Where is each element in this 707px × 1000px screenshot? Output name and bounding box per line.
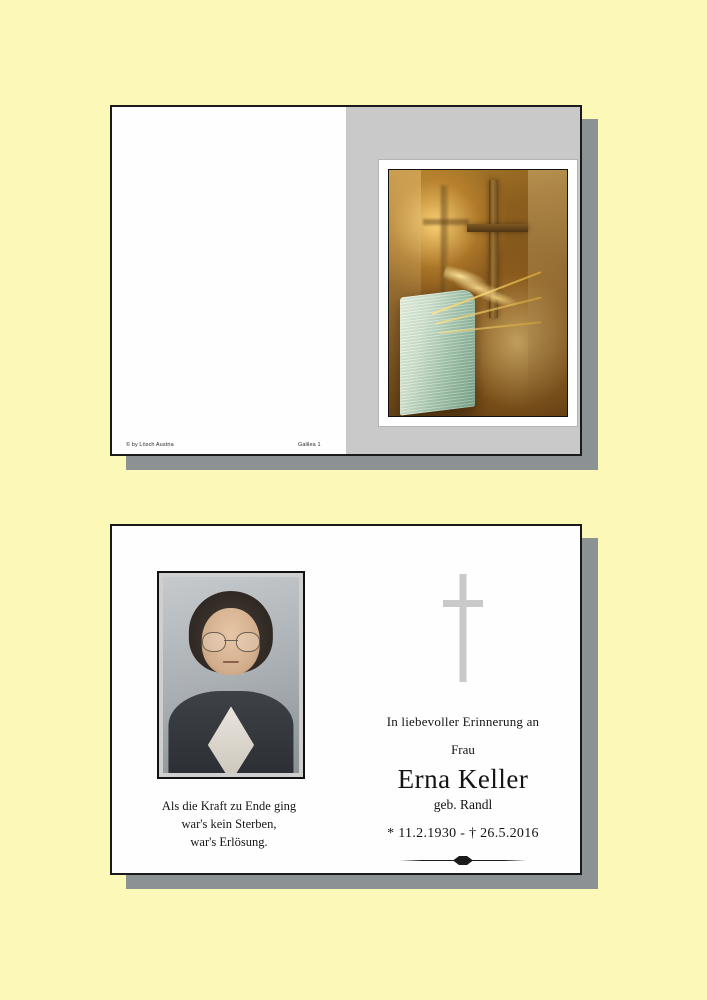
cross-and-wheat-photo [388, 169, 568, 417]
wooden-cross-bar [467, 224, 528, 232]
publisher-credit: © by Lösch Austria [126, 442, 174, 448]
glasses-bridge-icon [224, 640, 238, 641]
verse-line-2: war's kein Sterben, [181, 816, 277, 831]
deceased-maiden-name: geb. Randl [433, 797, 493, 812]
inner-left-page [112, 526, 346, 873]
latin-cross-icon [439, 574, 487, 682]
deceased-name: Erna Keller [397, 764, 529, 794]
inner-right-page [346, 526, 580, 873]
birth-death-dates: * 11.2.1930 - † 26.5.2016 [387, 826, 539, 841]
inner-card [110, 524, 582, 875]
cover-photo-frame [378, 159, 578, 427]
decorative-divider [399, 856, 527, 865]
cover-left-page [112, 107, 346, 454]
portrait-frame [157, 571, 305, 779]
verse-line-1: Als die Kraft zu Ende ging [161, 799, 297, 813]
memorial-intro-line: In liebevoller Erinnerung an [386, 714, 540, 729]
verse-line-3: war's Erlösung. [190, 834, 268, 849]
cover-right-page [346, 107, 580, 454]
background-cross-bar [423, 219, 469, 225]
series-code: Galilea 1 [298, 442, 321, 448]
glasses-left-lens-icon [202, 632, 226, 652]
artwork-light-panel-right [528, 170, 567, 416]
portrait-mouth [223, 661, 239, 663]
memorial-inscription [346, 714, 580, 865]
memorial-salutation: Frau [451, 742, 475, 757]
portrait-of-deceased [163, 577, 299, 773]
cover-card [110, 105, 582, 456]
glasses-right-lens-icon [236, 632, 260, 652]
memorial-verse [112, 798, 346, 851]
